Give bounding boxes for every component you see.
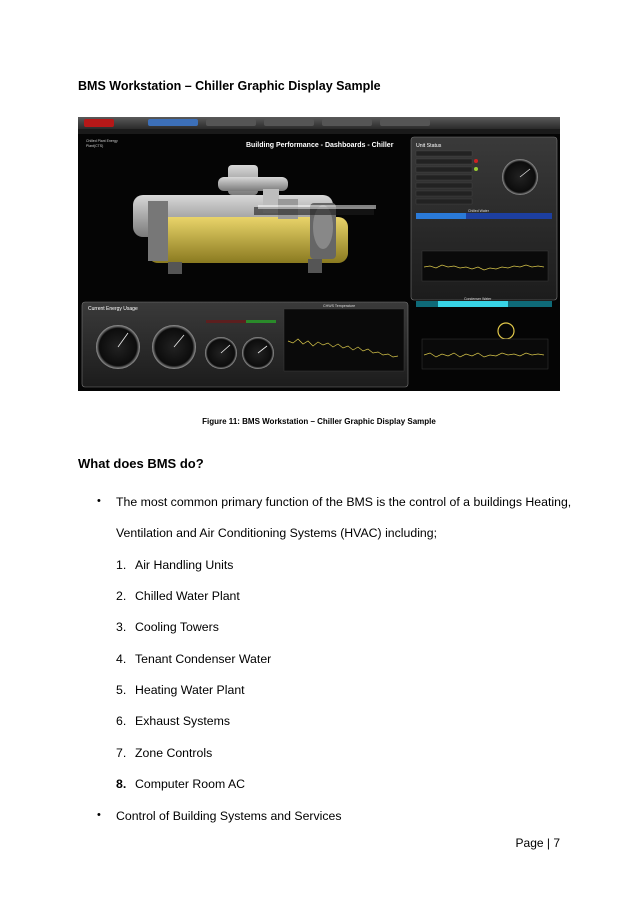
bullet-text: Control of Building Systems and Services (116, 809, 342, 823)
screenshot-title: Building Performance - Dashboards - Chiller (246, 142, 394, 149)
bms-screenshot-figure (78, 117, 560, 391)
chws-temperature-chart (284, 309, 404, 371)
list-item-number: 5. (116, 683, 127, 697)
tab-graphics (148, 119, 198, 126)
svg-text:CHWS Temperature: CHWS Temperature (323, 304, 356, 308)
section-title: What does BMS do? (78, 456, 204, 471)
svg-text:Chilled Plant Energy: Chilled Plant Energy (86, 139, 118, 143)
unit-status-title: Unit Status (416, 143, 442, 149)
document-heading: BMS Workstation – Chiller Graphic Display Sample (78, 79, 381, 93)
svg-text:Condenser Water: Condenser Water (464, 297, 492, 301)
list-item-number: 7. (116, 746, 127, 760)
list-item-number: 8. (116, 777, 127, 791)
list-item-number: 2. (116, 589, 127, 603)
list-item-number: 1. (116, 558, 127, 572)
svg-text:Chilled Water: Chilled Water (468, 209, 489, 213)
page-number: Page | 7 (515, 836, 560, 850)
energy-usage-title: Current Energy Usage (88, 306, 138, 312)
chiller-illustration (133, 165, 376, 274)
bullet-text-line-2: Ventilation and Air Conditioning Systems (HVAC) including; (116, 526, 438, 540)
list-item: Heating Water Plant (135, 683, 245, 697)
list-item: Computer Room AC (135, 777, 246, 791)
list-item-number: 4. (116, 652, 127, 666)
list-item-number: 6. (116, 714, 127, 728)
list-item: Exhaust Systems (135, 714, 230, 728)
list-item: Chilled Water Plant (135, 589, 240, 603)
list-item-number: 3. (116, 620, 127, 634)
figure-caption: Figure 11: BMS Workstation – Chiller Graphic Display Sample (202, 417, 436, 426)
bullet-icon: • (97, 809, 101, 821)
bullet-icon: • (97, 495, 101, 507)
list-item: Zone Controls (135, 746, 213, 760)
list-item: Air Handling Units (135, 558, 234, 572)
list-item: Cooling Towers (135, 620, 219, 634)
webctrl-logo (84, 119, 114, 127)
list-item: Tenant Condenser Water (135, 652, 272, 666)
bullet-text-line-1: The most common primary function of the BMS is the control of a buildings Heating, (116, 495, 572, 509)
svg-text:Plant(CTS): Plant(CTS) (86, 144, 104, 148)
